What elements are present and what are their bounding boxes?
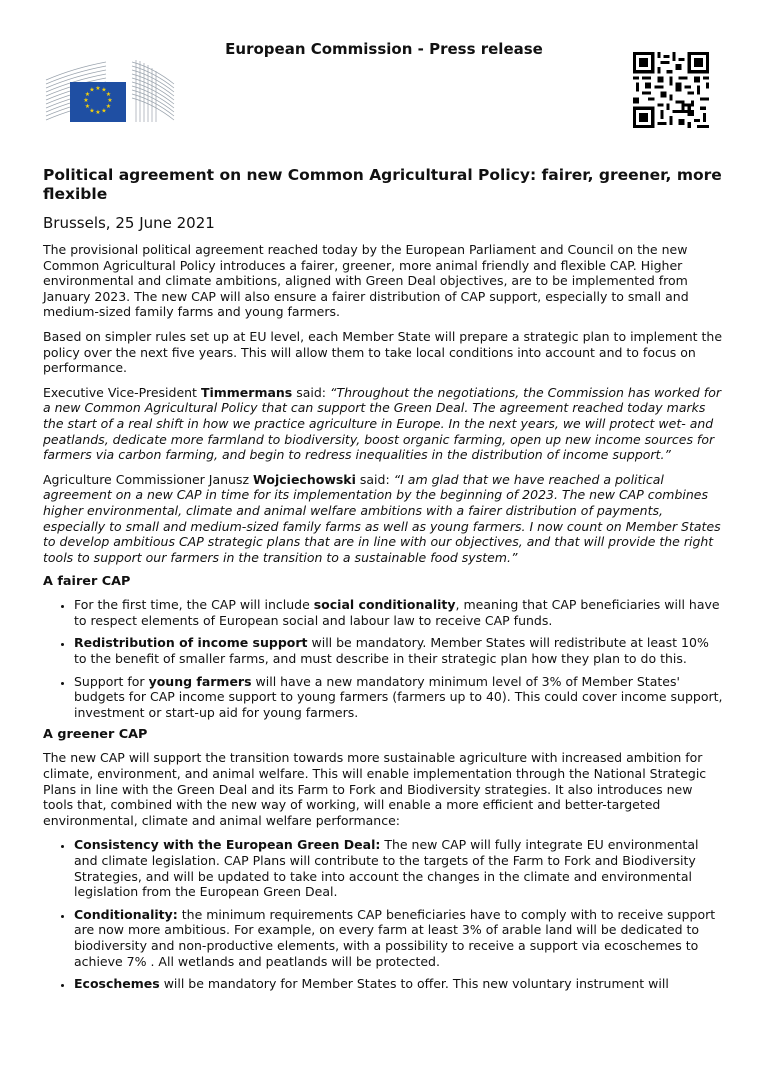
list-item <box>74 674 723 721</box>
quote-prefix: Executive Vice-President <box>43 384 201 400</box>
quote-said: said: <box>292 384 330 400</box>
svg-text:★: ★ <box>84 103 91 110</box>
list-item <box>74 907 723 969</box>
svg-text:★: ★ <box>101 86 107 94</box>
item-text: will be mandatory. Member States will redistribute at least 10% to the benefit of smaller farms, and must describe in their strategic plan how they plan to do this. <box>74 635 709 667</box>
svg-text:★: ★ <box>105 91 112 98</box>
intro-paragraph-2: Based on simpler rules set up at EU level, each Member State will prepare a strategic plan to implement the policy over the next five years. This will allow them to take local conditions into account and to focus on performance. <box>43 328 723 376</box>
svg-text:★: ★ <box>105 103 112 110</box>
item-text: will be mandatory for Member States to offer. This new voluntary instrument will <box>159 976 669 992</box>
speaker-name: Wojciechowski <box>253 471 356 487</box>
item-bold: social conditionality <box>313 597 456 613</box>
quote-text: “Throughout the negotiations, the Commission has worked for a new Common Agricultural Policy that can support the Green Deal. The agreement reached today marks the start of a real shift in how we practice agriculture in Europe. In the next years, we will protect wet- and peatlands, dedicate more farmland to biodiversity, boost organic farming, open up new income sources for farmers via carbon farming, and begin to redress inequalities in the distribution of income support.” <box>43 384 721 463</box>
quote-timmermans <box>43 385 723 463</box>
quote-wojciechowski <box>43 472 723 566</box>
svg-text:★: ★ <box>107 97 113 104</box>
svg-text:★: ★ <box>95 85 101 92</box>
quote-said: said: <box>355 471 394 487</box>
intro-paragraph-1: The provisional political agreement reached today by the European Parliament and Council on the new Common Agricultural Policy introduces a fairer, greener, more animal friendly and flexible CAP. Higher environmental and climate ambitions, aligned with Green Deal objectives, are to be implemented from January 2023. The new CAP will also ensure a fairer distribution of CAP support, especially to small and medium-sized family farms and young farmers. <box>43 242 689 320</box>
item-text: The new CAP will fully integrate EU environmental and climate legislation. CAP Plans will contribute to the targets of the Farm to Fork and Biodiversity Strategies, and will be updated to take into account the changes in the climate and environmental legislation from the European Green Deal. <box>74 837 699 900</box>
item-text: will have a new mandatory minimum level of 3% of Member States' budgets for CAP income support to young farmers (farmers up to 40). This could cover income support, investment or start-up aid for young farmers. <box>74 673 723 720</box>
list-item <box>74 837 723 899</box>
item-bold: Ecoschemes <box>74 976 160 992</box>
greener-intro: The new CAP will support the transition towards more sustainable agriculture with increased ambition for climate, environment, and animal welfare. This will enable implementation through the National Strategic Plans in line with the Green Deal and its Farm to Fork and Biodiversity strategies. It also introduces new tools that, combined with the new way of working, will enable a more efficient and better-targeted environmental, climate and animal welfare performance: <box>43 750 707 828</box>
header-title: European Commission - Press release <box>225 40 543 58</box>
item-bold: Consistency with the European Green Deal: <box>74 837 381 853</box>
list-item <box>74 597 723 628</box>
item-text: , meaning that CAP beneficiaries will have to respect elements of European social and labour law to receive CAP funds. <box>74 597 720 628</box>
svg-text:★: ★ <box>84 91 91 98</box>
greener-list <box>43 837 723 991</box>
svg-text:★: ★ <box>95 109 101 116</box>
item-bold: Conditionality: <box>74 906 178 922</box>
section-heading-fairer: A fairer CAP <box>43 574 131 590</box>
speaker-name: Timmermans <box>200 384 293 400</box>
list-item <box>74 635 723 666</box>
article-title: Political agreement on new Common Agricultural Policy: fairer, greener, more flexible <box>43 166 722 203</box>
svg-text:★: ★ <box>89 86 95 94</box>
svg-text:★: ★ <box>101 107 107 115</box>
fairer-list <box>43 597 723 720</box>
item-text: Support for <box>74 673 149 689</box>
item-text: the minimum requirements CAP beneficiaries have to comply with to receive support are now more ambitious. For example, on every farm at least 3% of arable land will be dedicated to biodiversity and non-productive elements, with a possibility to receive a support via ecoschemes to achieve 7% . All wetlands and peatlands will be protected. <box>74 906 716 969</box>
dateline: Brussels, 25 June 2021 <box>43 214 215 232</box>
item-text: For the first time, the CAP will include <box>74 597 314 613</box>
quote-text: “I am glad that we have reached a political agreement on a new CAP in time for its implementation by the beginning of 2023. The new CAP combines higher environmental, climate and animal welfare ambitions with a fairer distribution of payments, especially to small and medium-sized family farms as well as young farmers. I now count on Member States to develop ambitious CAP strategic plans that are in line with our objectives, and that will provide the right tools to support our farmers in the transition to a sustainable food system.” <box>43 471 721 565</box>
list-item <box>74 976 723 992</box>
article-content <box>43 166 723 999</box>
item-bold: young farmers <box>148 673 252 689</box>
svg-text:★: ★ <box>89 107 95 115</box>
european-commission-logo <box>44 58 176 124</box>
quote-prefix: Agriculture Commissioner Janusz <box>43 471 254 487</box>
item-bold: Redistribution of income support <box>74 635 308 651</box>
qr-code <box>633 52 709 128</box>
svg-text:★: ★ <box>83 97 89 104</box>
section-heading-greener: A greener CAP <box>43 727 148 743</box>
